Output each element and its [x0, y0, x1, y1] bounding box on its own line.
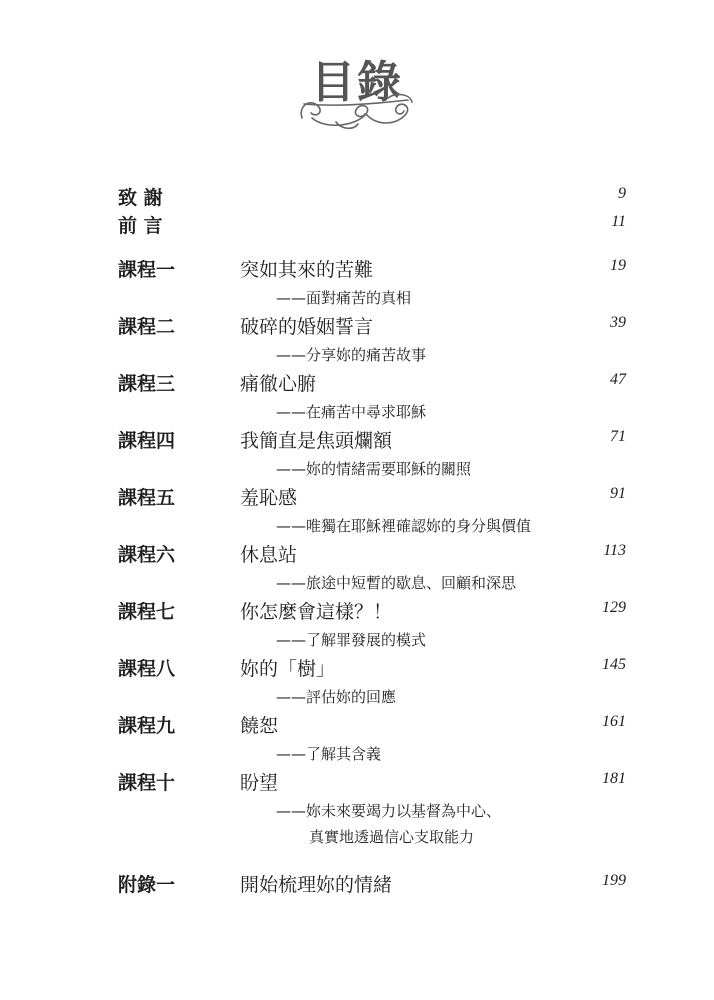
lesson-title: 休息站 — [240, 544, 298, 566]
lesson-subtitle: ——唯獨在耶穌裡確認妳的身分與價值 — [276, 517, 532, 535]
flourish-ornament-icon — [296, 84, 418, 134]
lesson-title: 突如其來的苦難 — [240, 259, 374, 281]
page-number: 47 — [610, 371, 626, 388]
lesson-subtitle-continued: 真實地透過信心支取能力 — [309, 828, 475, 846]
appendix-label: 附錄一 — [118, 874, 176, 896]
toc-entry-lesson-4[interactable] — [0, 426, 714, 452]
page-number: 145 — [602, 656, 626, 673]
toc-entry-lesson-2[interactable] — [0, 312, 714, 338]
page-number: 19 — [610, 257, 626, 274]
lesson-title: 妳的「樹」 — [240, 658, 336, 680]
toc-entry-lesson-3[interactable] — [0, 369, 714, 395]
toc-entry-lesson-5[interactable] — [0, 483, 714, 509]
page-number: 91 — [610, 485, 626, 502]
toc-entry-acknowledgements[interactable] — [0, 183, 714, 209]
page-number: 161 — [602, 713, 626, 730]
toc-entry-lesson-7[interactable] — [0, 597, 714, 623]
toc-entry-preface[interactable] — [0, 211, 714, 237]
page-number: 113 — [603, 542, 626, 559]
lesson-title: 饒恕 — [240, 715, 279, 737]
toc-entry-lesson-9[interactable] — [0, 711, 714, 737]
toc-entry-lesson-1[interactable] — [0, 255, 714, 281]
lesson-label: 課程五 — [118, 487, 176, 509]
toc-entry-appendix-1[interactable] — [0, 870, 714, 896]
page-title: 目錄 — [311, 57, 403, 108]
lesson-title: 盼望 — [240, 772, 279, 794]
lesson-label: 課程二 — [118, 316, 176, 338]
toc-entry-lesson-8[interactable] — [0, 654, 714, 680]
page-number: 9 — [618, 185, 626, 202]
lesson-label: 課程八 — [118, 658, 176, 680]
toc-entry-lesson-6[interactable] — [0, 540, 714, 566]
lesson-title: 羞恥感 — [240, 487, 298, 509]
page-number: 199 — [602, 872, 626, 889]
lesson-subtitle: ——了解其含義 — [276, 745, 382, 763]
lesson-title: 你怎麼會這樣？！ — [240, 601, 393, 623]
lesson-subtitle: ——妳未來要竭力以基督為中心、 — [276, 802, 502, 820]
page-number: 71 — [610, 428, 626, 445]
lesson-subtitle: ——了解罪發展的模式 — [276, 631, 427, 649]
toc-entry-lesson-10[interactable] — [0, 768, 714, 794]
lesson-title: 我簡直是焦頭爛額 — [240, 430, 393, 452]
lesson-subtitle: ——在痛苦中尋求耶穌 — [276, 403, 427, 421]
entry-label: 前 言 — [118, 215, 163, 237]
page-number: 181 — [602, 770, 626, 787]
lesson-label: 課程三 — [118, 373, 176, 395]
lesson-subtitle: ——妳的情緒需要耶穌的關照 — [276, 460, 472, 478]
entry-label: 致 謝 — [118, 187, 163, 209]
lesson-title: 痛徹心腑 — [240, 373, 317, 395]
appendix-title: 開始梳理妳的情緒 — [240, 874, 393, 896]
lesson-subtitle: ——評估妳的回應 — [276, 688, 397, 706]
lesson-subtitle: ——面對痛苦的真相 — [276, 289, 412, 307]
lesson-label: 課程四 — [118, 430, 176, 452]
lesson-subtitle: ——旅途中短暫的歇息、回顧和深思 — [276, 574, 517, 592]
page-number: 129 — [602, 599, 626, 616]
lesson-subtitle: ——分享妳的痛苦故事 — [276, 346, 427, 364]
page-number: 39 — [610, 314, 626, 331]
lesson-label: 課程十 — [118, 772, 176, 794]
lesson-label: 課程七 — [118, 601, 176, 623]
lesson-label: 課程六 — [118, 544, 176, 566]
page-number: 11 — [611, 213, 626, 230]
lesson-label: 課程一 — [118, 259, 176, 281]
lesson-label: 課程九 — [118, 715, 176, 737]
lesson-title: 破碎的婚姻誓言 — [240, 316, 374, 338]
